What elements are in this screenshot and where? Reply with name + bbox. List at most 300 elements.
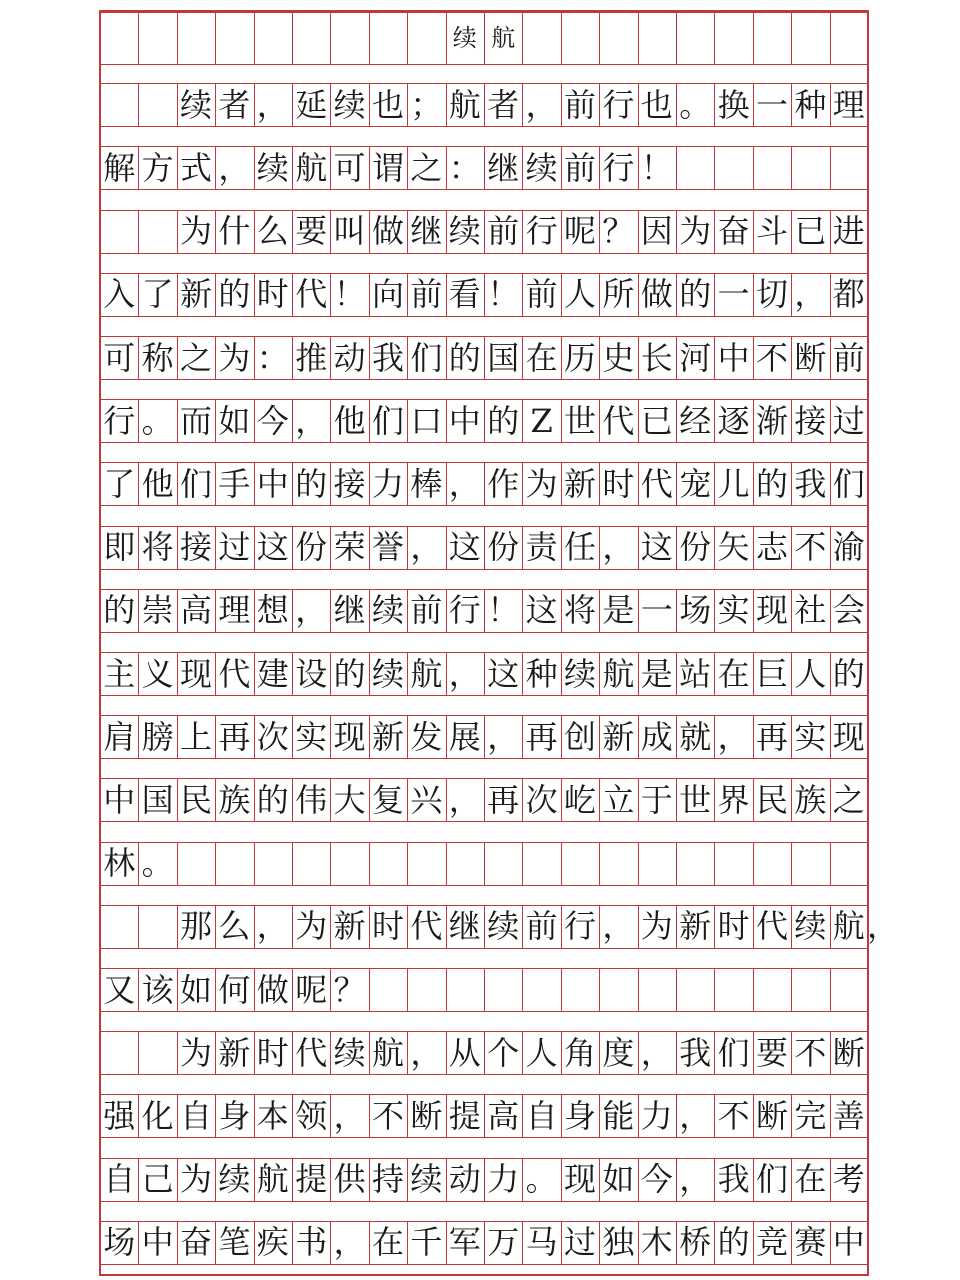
essay-char: 今: [256, 401, 289, 440]
essay-char: 继: [448, 907, 481, 946]
essay-char: 续: [371, 591, 404, 630]
essay-char: 再: [525, 717, 558, 756]
essay-char: 呢: [563, 212, 596, 251]
grid-cell-divider: [446, 842, 447, 885]
essay-char: 前: [832, 338, 865, 377]
essay-char: 再: [218, 717, 251, 756]
essay-char: ，: [602, 907, 635, 946]
essay-char: 提: [295, 1160, 328, 1199]
essay-char-overflow: ，: [867, 907, 900, 946]
essay-char: 主: [103, 654, 136, 693]
essay-char: 又: [103, 970, 136, 1009]
grid-cell-divider: [369, 12, 370, 64]
essay-char: 代: [295, 1033, 328, 1072]
essay-char: 高: [487, 1096, 520, 1135]
essay-char: 人: [563, 275, 596, 314]
essay-char: 延: [295, 85, 328, 124]
essay-char: 民: [179, 780, 212, 819]
grid-row-bottom-line: [100, 1201, 868, 1202]
essay-char: 义: [141, 654, 174, 693]
essay-char: 界: [717, 780, 750, 819]
essay-char: 们: [832, 464, 865, 503]
essay-char: 的: [256, 780, 289, 819]
grid-cell-divider: [830, 146, 831, 189]
essay-char: 力: [487, 1160, 520, 1199]
grid-cell-divider: [138, 905, 139, 948]
grid-cell-divider: [753, 842, 754, 885]
grid-row-bottom-line: [100, 126, 868, 127]
essay-char: 经: [679, 401, 712, 440]
grid-cell-divider: [714, 12, 715, 64]
grid-cell-divider: [177, 842, 178, 885]
grid-cell-divider: [561, 968, 562, 1011]
essay-char: 再: [487, 780, 520, 819]
grid-row-bottom-line: [100, 442, 868, 443]
grid-cell-divider: [791, 12, 792, 64]
essay-char: 实: [295, 717, 328, 756]
grid-row-bottom-line: [100, 821, 868, 822]
essay-char: ，: [333, 1096, 366, 1135]
essay-char: 所: [602, 275, 635, 314]
essay-char: ，: [410, 1033, 443, 1072]
essay-char: 为: [179, 1033, 212, 1072]
essay-char: 看: [448, 275, 481, 314]
grid-cell-divider: [676, 146, 677, 189]
essay-char: 断: [832, 1033, 865, 1072]
grid-cell-divider: [714, 146, 715, 189]
essay-char: 前: [410, 591, 443, 630]
essay-char: 前: [410, 275, 443, 314]
grid-row-bottom-line: [100, 64, 868, 65]
grid-cell-divider: [484, 842, 485, 885]
essay-char: 推: [295, 338, 328, 377]
essay-char: 动: [333, 338, 366, 377]
essay-char: ！: [487, 275, 520, 314]
grid-border-right: [867, 10, 869, 1276]
essay-char: 这: [640, 528, 673, 567]
essay-char: 解: [103, 148, 136, 187]
essay-char: 现: [179, 654, 212, 693]
grid-row-bottom-line: [100, 885, 868, 886]
essay-char: 发: [410, 717, 443, 756]
essay-char: 为: [295, 907, 328, 946]
essay-char: 之: [410, 148, 443, 187]
essay-char: 时: [371, 907, 404, 946]
essay-char: 疾: [256, 1223, 289, 1262]
essay-char: 伟: [295, 780, 328, 819]
essay-char: 在: [371, 1223, 404, 1262]
essay-char: 续: [525, 148, 558, 187]
essay-char: 的: [717, 1223, 750, 1262]
essay-char: 为: [679, 212, 712, 251]
essay-char: 续: [410, 1160, 443, 1199]
essay-char: 设: [295, 654, 328, 693]
essay-char: 续: [333, 1033, 366, 1072]
essay-char: 的: [487, 401, 520, 440]
essay-char: 不: [717, 1096, 750, 1135]
essay-char: 宠: [679, 464, 712, 503]
essay-char: 实: [717, 591, 750, 630]
grid-cell-divider: [599, 12, 600, 64]
essay-char: 个: [487, 1033, 520, 1072]
essay-char: 中: [256, 464, 289, 503]
essay-char: 方: [141, 148, 174, 187]
essay-char: 立: [602, 780, 635, 819]
essay-char: 为: [218, 338, 251, 377]
essay-char: 想: [256, 591, 289, 630]
essay-char: 么: [256, 212, 289, 251]
essay-char: 行: [602, 148, 635, 187]
essay-char: 时: [602, 464, 635, 503]
essay-char: 时: [256, 1033, 289, 1072]
grid-cell-divider: [138, 210, 139, 253]
grid-row-bottom-line: [100, 1264, 868, 1265]
essay-char: 军: [448, 1223, 481, 1262]
essay-char: 接: [179, 528, 212, 567]
grid-cell-divider: [369, 842, 370, 885]
essay-char: 笔: [218, 1223, 251, 1262]
essay-char: 逐: [717, 401, 750, 440]
essay-char: 前: [563, 85, 596, 124]
essay-char: 如: [602, 1160, 635, 1199]
grid-cell-divider: [638, 12, 639, 64]
grid-border-left: [99, 10, 101, 1276]
essay-char: 国: [141, 780, 174, 819]
essay-char: 能: [602, 1096, 635, 1135]
essay-char: 为: [640, 907, 673, 946]
grid-row-bottom-line: [100, 569, 868, 570]
essay-char: 续: [371, 654, 404, 693]
grid-cell-divider: [753, 12, 754, 64]
grid-row-bottom-line: [100, 316, 868, 317]
essay-char: 角: [563, 1033, 596, 1072]
title-char: 续: [452, 24, 477, 52]
grid-cell-divider: [791, 968, 792, 1011]
essay-char: 代: [755, 907, 788, 946]
essay-char: 时: [717, 907, 750, 946]
essay-char: 次: [525, 780, 558, 819]
essay-char: 场: [103, 1223, 136, 1262]
essay-char: 份: [679, 528, 712, 567]
essay-char: 我: [717, 1160, 750, 1199]
essay-char: 续: [179, 85, 212, 124]
grid-row-bottom-line: [100, 1137, 868, 1138]
essay-char: 向: [371, 275, 404, 314]
essay-char: 行: [525, 212, 558, 251]
essay-char: 前: [487, 212, 520, 251]
essay-char: 力: [371, 464, 404, 503]
essay-char: 过: [832, 401, 865, 440]
essay-char: 那: [179, 907, 212, 946]
essay-char: 创: [563, 717, 596, 756]
essay-char: 前: [525, 275, 558, 314]
grid-cell-divider: [522, 12, 523, 64]
essay-char: 我: [794, 464, 827, 503]
essay-char: 因: [640, 212, 673, 251]
essay-char: 的: [832, 654, 865, 693]
grid-cell-divider: [484, 968, 485, 1011]
essay-char: 族: [794, 780, 827, 819]
essay-char: 高: [179, 591, 212, 630]
essay-char: 航: [602, 654, 635, 693]
essay-char: 进: [832, 212, 865, 251]
essay-char: 之: [832, 780, 865, 819]
essay-char: 于: [640, 780, 673, 819]
essay-char: 可: [333, 148, 366, 187]
grid-border-bottom: [99, 1274, 869, 1276]
essay-char: ，: [295, 591, 328, 630]
essay-char: 。: [679, 85, 712, 124]
essay-char: 已: [640, 401, 673, 440]
essay-char: 这: [525, 591, 558, 630]
essay-char: 史: [602, 338, 635, 377]
grid-cell-divider: [561, 12, 562, 64]
essay-char: 完: [794, 1096, 827, 1135]
essay-char: 代: [640, 464, 673, 503]
essay-char: 不: [794, 528, 827, 567]
essay-char: 者: [487, 85, 520, 124]
essay-char: 考: [832, 1160, 865, 1199]
grid-cell-divider: [522, 968, 523, 1011]
essay-char: 动: [448, 1160, 481, 1199]
essay-char: 万: [487, 1223, 520, 1262]
essay-char: ，: [717, 717, 750, 756]
essay-char: 换: [717, 85, 750, 124]
grid-cell-divider: [638, 968, 639, 1011]
essay-char: 么: [218, 907, 251, 946]
essay-char: 的: [679, 275, 712, 314]
essay-char: 一: [640, 591, 673, 630]
essay-char: 行: [602, 85, 635, 124]
essay-char: 再: [755, 717, 788, 756]
essay-char: 强: [103, 1096, 136, 1135]
essay-char: 世: [563, 401, 596, 440]
essay-char: 续: [256, 148, 289, 187]
grid-cell-divider: [138, 12, 139, 64]
essay-char: 现: [755, 591, 788, 630]
grid-cell-divider: [215, 12, 216, 64]
essay-char: 行: [563, 907, 596, 946]
essay-char: 新: [179, 275, 212, 314]
essay-char: 续: [794, 907, 827, 946]
essay-char: 自: [179, 1096, 212, 1135]
essay-char: 续: [487, 907, 520, 946]
essay-char: ：: [448, 148, 481, 187]
essay-char: 继: [333, 591, 366, 630]
essay-char: 河: [679, 338, 712, 377]
essay-char: 在: [525, 338, 558, 377]
essay-char: 他: [333, 401, 366, 440]
essay-char: ，: [487, 717, 520, 756]
essay-char: 膀: [141, 717, 174, 756]
essay-char: ，: [525, 85, 558, 124]
essay-char: 时: [256, 275, 289, 314]
essay-char: 理: [832, 85, 865, 124]
grid-row-bottom-line: [100, 505, 868, 506]
essay-char: 将: [141, 528, 174, 567]
grid-cell-divider: [714, 842, 715, 885]
essay-char: 会: [832, 591, 865, 630]
essay-char: 人: [525, 1033, 558, 1072]
grid-cell-divider: [638, 842, 639, 885]
essay-char: ，: [256, 85, 289, 124]
essay-char: ？: [333, 970, 366, 1009]
essay-char: 中: [103, 780, 136, 819]
essay-char: 国: [487, 338, 520, 377]
essay-char: ？: [602, 212, 635, 251]
essay-char: 种: [525, 654, 558, 693]
essay-char: 将: [563, 591, 596, 630]
essay-char: 从: [448, 1033, 481, 1072]
essay-char: Z: [530, 401, 553, 440]
essay-char: 代: [295, 275, 328, 314]
essay-char: 林: [103, 844, 136, 883]
essay-char: 中: [141, 1223, 174, 1262]
essay-char: 续: [448, 212, 481, 251]
essay-char: 千: [410, 1223, 443, 1262]
essay-char: 称: [141, 338, 174, 377]
essay-char: 航: [295, 148, 328, 187]
grid-cell-divider: [292, 12, 293, 64]
essay-char: 成: [640, 717, 673, 756]
essay-char: 了: [103, 464, 136, 503]
essay-char: 做: [256, 970, 289, 1009]
essay-char: 现: [333, 717, 366, 756]
grid-cell-divider: [599, 968, 600, 1011]
essay-char: 该: [141, 970, 174, 1009]
essay-char: 新: [602, 717, 635, 756]
essay-char: 人: [794, 654, 827, 693]
essay-char: 身: [563, 1096, 596, 1135]
essay-char: 新: [679, 907, 712, 946]
grid-cell-divider: [676, 12, 677, 64]
essay-char: 这: [256, 528, 289, 567]
essay-char: ，: [794, 275, 827, 314]
essay-char: 复: [371, 780, 404, 819]
grid-cell-divider: [830, 12, 831, 64]
grid-cell-divider: [522, 842, 523, 885]
grid-cell-divider: [369, 968, 370, 1011]
grid-cell-divider: [753, 968, 754, 1011]
essay-char: 竞: [755, 1223, 788, 1262]
essay-char: 赛: [794, 1223, 827, 1262]
grid-cell-divider: [254, 842, 255, 885]
essay-char: 。: [141, 401, 174, 440]
essay-char: 度: [602, 1033, 635, 1072]
essay-char: 代: [410, 907, 443, 946]
essay-char: 续: [333, 85, 366, 124]
essay-char: 都: [832, 275, 865, 314]
grid-cell-divider: [714, 968, 715, 1011]
essay-char: 航: [832, 907, 865, 946]
essay-char: 前: [525, 907, 558, 946]
essay-char: 份: [487, 528, 520, 567]
essay-char: 渝: [832, 528, 865, 567]
essay-char: 过: [563, 1223, 596, 1262]
essay-char: 为: [179, 212, 212, 251]
grid-cell-divider: [407, 12, 408, 64]
essay-char: ，: [448, 464, 481, 503]
essay-char: 们: [755, 1160, 788, 1199]
essay-char: 代: [602, 401, 635, 440]
essay-char: 接: [794, 401, 827, 440]
essay-char: 新: [563, 464, 596, 503]
essay-char: 他: [141, 464, 174, 503]
essay-char: ，: [218, 148, 251, 187]
essay-char: 自: [103, 1160, 136, 1199]
essay-char: 者: [218, 85, 251, 124]
essay-char: 展: [448, 717, 481, 756]
grid-cell-divider: [138, 1031, 139, 1074]
essay-char: 的: [295, 464, 328, 503]
essay-char: 身: [218, 1096, 251, 1135]
essay-char: 今: [640, 1160, 673, 1199]
grid-cell-divider: [292, 842, 293, 885]
grid-cell-divider: [791, 842, 792, 885]
essay-char: 桥: [679, 1223, 712, 1262]
essay-char: 行: [103, 401, 136, 440]
essay-char: 木: [640, 1223, 673, 1262]
grid-row-bottom-line: [100, 695, 868, 696]
essay-char: 在: [794, 1160, 827, 1199]
essay-char: 崇: [141, 591, 174, 630]
essay-char: 屹: [563, 780, 596, 819]
essay-char: 。: [141, 844, 174, 883]
essay-char: 何: [218, 970, 251, 1009]
grid-cell-divider: [676, 842, 677, 885]
essay-char: 如: [218, 401, 251, 440]
essay-char: 奋: [179, 1223, 212, 1262]
essay-char: 不: [371, 1096, 404, 1135]
grid-cell-divider: [138, 83, 139, 126]
grid-cell-divider: [254, 12, 255, 64]
essay-char: 就: [679, 717, 712, 756]
essay-char: 责: [525, 528, 558, 567]
essay-char: 上: [179, 717, 212, 756]
essay-char: 叫: [333, 212, 366, 251]
essay-char: 现: [832, 717, 865, 756]
essay-char: 自: [525, 1096, 558, 1135]
essay-char: 继: [487, 148, 520, 187]
essay-char: 入: [103, 275, 136, 314]
essay-char: 书: [295, 1223, 328, 1262]
essay-char: 一: [755, 85, 788, 124]
grid-row-bottom-line: [100, 1011, 868, 1012]
essay-char: 什: [218, 212, 251, 251]
essay-char: 本: [256, 1096, 289, 1135]
grid-row-bottom-line: [100, 1074, 868, 1075]
essay-char: ，: [448, 780, 481, 819]
essay-char: 已: [794, 212, 827, 251]
essay-char: 航: [371, 1033, 404, 1072]
essay-char: ！: [640, 148, 673, 187]
essay-char: 一: [717, 275, 750, 314]
essay-char: 口: [410, 401, 443, 440]
essay-char: 接: [333, 464, 366, 503]
essay-char: ，: [256, 907, 289, 946]
essay-char: 续: [218, 1160, 251, 1199]
essay-char: 式: [179, 148, 212, 187]
essay-char: ！: [487, 591, 520, 630]
essay-char: 断: [410, 1096, 443, 1135]
essay-char: 的: [448, 338, 481, 377]
essay-char: 如: [179, 970, 212, 1009]
essay-char: 力: [640, 1096, 673, 1135]
essay-char: 是: [640, 654, 673, 693]
essay-char: 了: [141, 275, 174, 314]
grid-row-bottom-line: [100, 758, 868, 759]
essay-char: ，: [679, 1096, 712, 1135]
